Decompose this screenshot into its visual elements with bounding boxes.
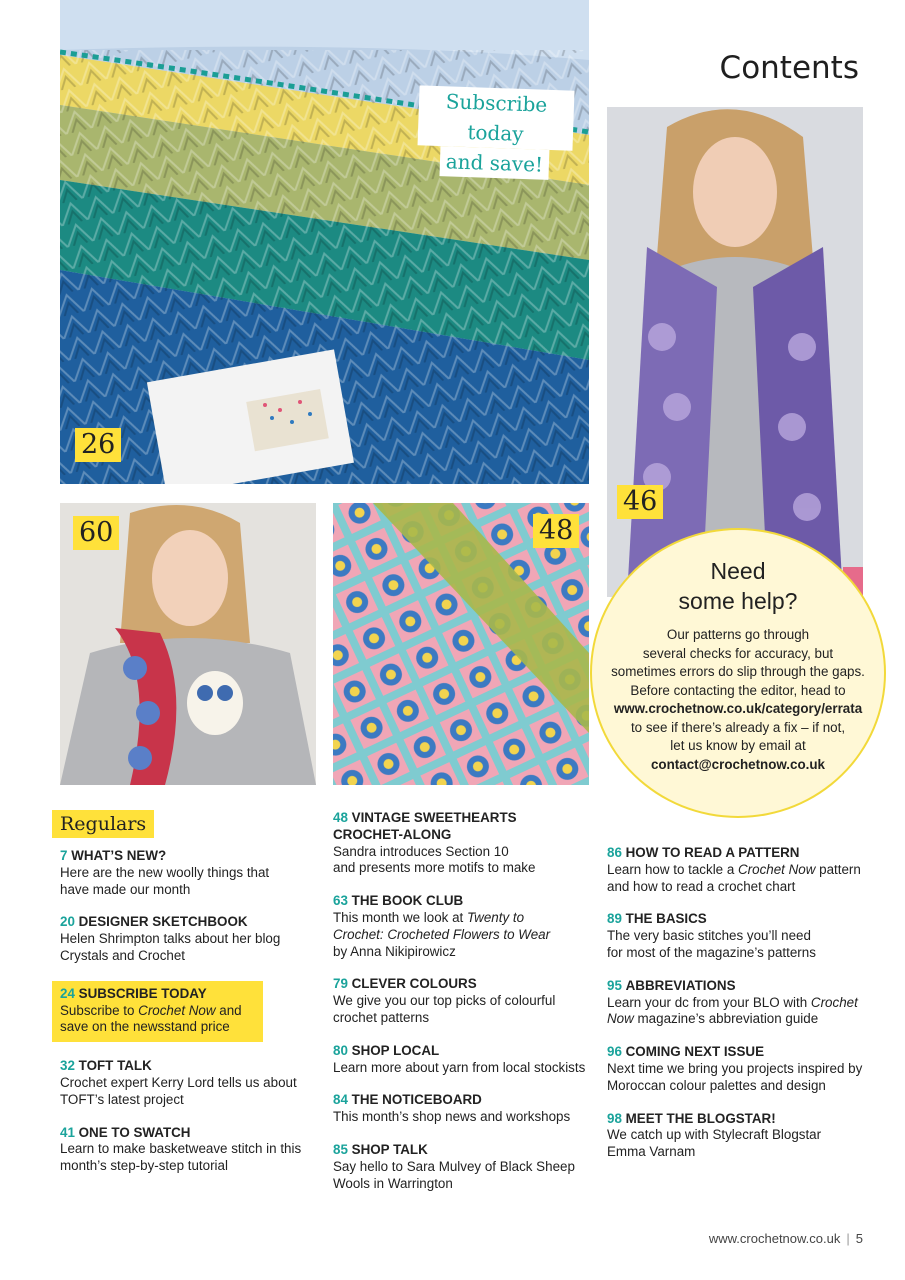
page-badge-blanket: 26 [75,428,121,462]
contents-entry[interactable]: 85 SHOP TALK Say hello to Sara Mulvey of Black Sheep Wools in Warrington [333,1141,575,1191]
page-title: Contents [719,50,859,86]
subscribe-note-line2: and save! [439,146,549,180]
contents-entry[interactable]: 63 THE BOOK CLUB This month we look at Twenty to Crochet: Crocheted Flowers to Wear by Anna Nikipirowicz [333,893,551,959]
contents-entry[interactable]: 20 DESIGNER SKETCHBOOK Helen Shrimpton talks about her blog Crystals and Crochet [60,914,281,963]
contents-entry[interactable]: 95 ABBREVIATIONS Learn your dc from your BLO with Crochet Now magazine’s abbreviation guide [607,977,858,1027]
contact-email-link[interactable]: contact@crochetnow.co.uk [650,756,826,772]
help-body: Our patterns go through several checks for accuracy, but sometimes errors do slip through the gaps. Before contacting the editor, head to www.crochetnow.co.uk/category/errata to see if there’s already a fix – if not, let us know by email at contact@crochetnow.co.uk [592,626,884,774]
subscribe-promo-note [416,85,574,180]
contents-entry[interactable]: 41 ONE TO SWATCH Learn to make basketweave stitch in this month’s step-by-step tutorial [60,1124,302,1174]
footer-url[interactable]: www.crochetnow.co.uk [708,1231,841,1246]
contents-entry[interactable]: 48 VINTAGE SWEETHEARTS CROCHET-ALONG Sandra introduces Section 10 and presents more motifs to make [333,810,536,876]
contents-column-3 [607,845,877,1177]
contents-entry[interactable]: 32 TOFT TALK Crochet expert Kerry Lord tells us about TOFT’s latest project [60,1058,297,1107]
contents-entry[interactable]: 80 SHOP LOCAL Learn more about yarn from local stockists [333,1042,586,1075]
page-footer [709,1231,863,1246]
page-badge-shawl: 46 [617,485,663,519]
contents-entry[interactable]: 96 COMING NEXT ISSUE Next time we bring you projects inspired by Moroccan colour palettes and design [607,1044,863,1093]
contents-entry[interactable]: 79 CLEVER COLOURS We give you our top picks of colourful crochet patterns [333,976,556,1025]
help-callout [590,528,886,818]
contents-column-2 [333,810,598,1208]
contents-entry-subscribe[interactable]: 24 SUBSCRIBE TODAY Subscribe to Crochet Now and save on the newsstand price [52,981,263,1042]
help-title: Need some help? [678,558,798,614]
contents-column-1 [60,810,310,1191]
page-number: 5 [855,1231,863,1246]
contents-entry[interactable]: 98 MEET THE BLOGSTAR! We catch up with Stylecraft Blogstar Emma Varnam [607,1110,822,1160]
contents-entry[interactable]: 89 THE BASICS The very basic stitches you’ll need for most of the magazine’s patterns [607,911,816,960]
blanket-photo [60,0,589,484]
page-badge-squares: 48 [533,514,579,548]
page-badge-scarf: 60 [73,516,119,550]
contents-entry[interactable]: 84 THE NOTICEBOARD This month’s shop news and workshops [333,1092,571,1125]
regulars-label: Regulars [52,810,154,838]
footer-separator: | [846,1231,850,1246]
contents-entry[interactable]: 7 WHAT’S NEW? Here are the new woolly things that have made our month [60,848,270,897]
errata-link[interactable]: www.crochetnow.co.uk/category/errata [613,701,863,716]
shawl-model-photo [607,107,863,597]
subscribe-note-line1: Subscribe today [418,85,575,150]
contents-entry[interactable]: 86 HOW TO READ A PATTERN Learn how to tackle a Crochet Now pattern and how to read a crochet chart [607,845,861,894]
